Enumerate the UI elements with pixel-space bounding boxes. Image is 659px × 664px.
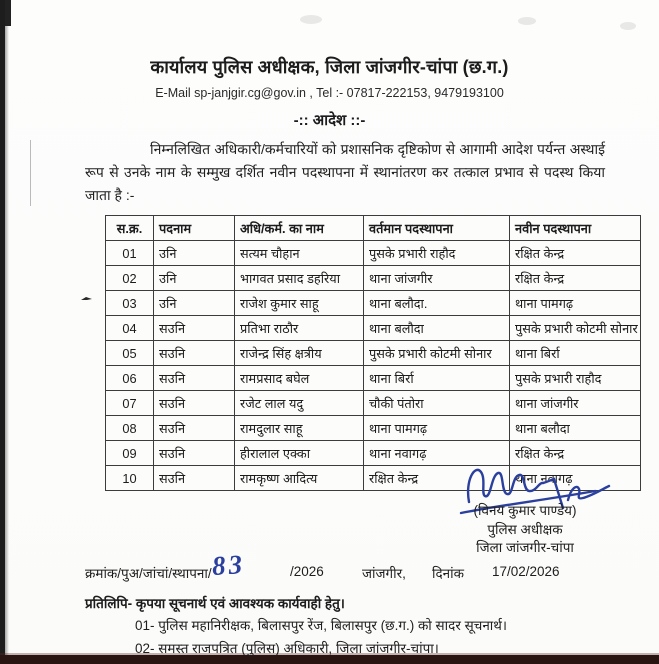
table-cell: रक्षित केन्द्र <box>510 266 641 291</box>
table-cell: सउनि <box>154 416 235 441</box>
scan-corner-mark <box>5 0 11 26</box>
table-cell: 02 <box>106 266 154 291</box>
table-row <box>106 341 641 366</box>
table-cell: रक्षित केन्द्र <box>510 441 641 466</box>
table-header-cell: स.क्र. <box>106 216 154 241</box>
table-cell: सत्यम चौहान <box>235 241 364 266</box>
table-cell: रामदुलार साहू <box>235 416 364 441</box>
table-cell: रक्षित केन्द्र <box>364 466 510 491</box>
table-cell: 07 <box>106 391 154 416</box>
table-cell: थाना पामगढ़ <box>364 416 510 441</box>
table-cell: थाना जांजगीर <box>364 266 510 291</box>
table-cell: रामकृष्ण आदित्य <box>235 466 364 491</box>
memo-prefix: क्रमांक/पुअ/जांचां/स्थापना/ <box>85 566 212 581</box>
table-cell: पुसके प्रभारी कोटमी सोनार <box>510 316 641 341</box>
table-cell: थाना जांजगीर <box>510 391 641 416</box>
copy-section-heading: प्रतिलिपि- कृपया सूचनार्थ एवं आवश्यक कार्यवाही हेतु। <box>85 596 345 611</box>
table-header-cell: वर्तमान पदस्थापना <box>364 216 510 241</box>
table-header-row <box>106 216 641 241</box>
table-cell: 05 <box>106 341 154 366</box>
table-cell: थाना बलौदा. <box>364 291 510 316</box>
signatory-designation: पुलिस अधीक्षक <box>487 522 563 537</box>
memo-place: जांजगीर, <box>362 566 406 581</box>
table-cell: थाना बिर्रा <box>364 366 510 391</box>
table-header-cell: नवीन पदस्थापना <box>510 216 641 241</box>
table-row <box>106 391 641 416</box>
table-cell: सउनि <box>154 391 235 416</box>
memo-date-value: 17/02/2026 <box>492 564 560 579</box>
memo-reference-line <box>0 548 659 588</box>
copy-item: 02- समस्त राजपत्रित (पुलिस) अधिकारी, जिला जांजगीर-चांपा। <box>135 641 439 656</box>
scan-artifact-line <box>30 140 31 206</box>
signatory-name: (विनय कुमार पाण्डेय) <box>473 503 577 518</box>
table-cell: राजेश कुमार साहू <box>235 291 364 316</box>
table-row <box>106 366 641 391</box>
table-row <box>106 416 641 441</box>
table-cell: थाना नवागढ़ <box>510 466 641 491</box>
scan-smudge <box>518 17 536 25</box>
table-cell: सउनि <box>154 341 235 366</box>
table-cell: रजेट लाल यदु <box>235 391 364 416</box>
table-cell: 08 <box>106 416 154 441</box>
table-cell: सउनि <box>154 441 235 466</box>
table-cell: सउनि <box>154 366 235 391</box>
table-cell: उनि <box>154 291 235 316</box>
table-cell: रामप्रसाद बघेल <box>235 366 364 391</box>
table-cell: पुसके प्रभारी राहौद <box>510 366 641 391</box>
copy-item: 01- पुलिस महानिरीक्षक, बिलासपुर रेंज, बिलासपुर (छ.ग.) को सादर सूचनार्थ। <box>135 618 508 633</box>
order-heading: -:: आदेश ::- <box>293 112 366 129</box>
memo-year: /2026 <box>290 564 324 579</box>
table-cell: सउनि <box>154 316 235 341</box>
copy-list <box>135 617 507 663</box>
transfer-table <box>105 215 641 491</box>
table-cell: थाना बलौदा <box>510 416 641 441</box>
table-row <box>106 241 641 266</box>
table-cell: राजेन्द्र सिंह क्षत्रीय <box>235 341 364 366</box>
table-cell: उनि <box>154 241 235 266</box>
table-cell: थाना नवागढ़ <box>364 441 510 466</box>
table-cell: हीरालाल एक्का <box>235 441 364 466</box>
table-cell: प्रतिभा राठौर <box>235 316 364 341</box>
table-cell: 04 <box>106 316 154 341</box>
memo-date-label: दिनांक <box>432 566 465 581</box>
table-cell: थाना बिर्रा <box>510 341 641 366</box>
table-cell: पुसके प्रभारी राहौद <box>364 241 510 266</box>
table-cell: चौकी पंतोरा <box>364 391 510 416</box>
table-header-cell: अधि/कर्म. का नाम <box>235 216 364 241</box>
table-row <box>106 316 641 341</box>
table-row <box>106 266 641 291</box>
table-cell: 10 <box>106 466 154 491</box>
office-title: कार्यालय पुलिस अधीक्षक, जिला जांजगीर-चांपा (छ.ग.) <box>150 57 509 77</box>
table-header-cell: पदनाम <box>154 216 235 241</box>
table-cell: पुसके प्रभारी कोटमी सोनार <box>364 341 510 366</box>
table-cell: रक्षित केन्द्र <box>510 241 641 266</box>
table-row <box>106 291 641 316</box>
contact-line: E-Mail sp-janjgir.cg@gov.in , Tel :- 07817-222153, 9479193100 <box>155 86 504 100</box>
table-cell: सउनि <box>154 466 235 491</box>
table-cell: 09 <box>106 441 154 466</box>
transfer-table-body <box>106 241 641 491</box>
memo-number-handwritten: 83 <box>210 548 246 582</box>
pen-mark <box>80 295 93 302</box>
table-cell: 03 <box>106 291 154 316</box>
scan-smudge <box>300 15 322 24</box>
table-cell: 01 <box>106 241 154 266</box>
table-cell: थाना बलौदा <box>364 316 510 341</box>
table-cell: 06 <box>106 366 154 391</box>
table-cell: थाना पामगढ़ <box>510 291 641 316</box>
table-cell: भागवत प्रसाद डहरिया <box>235 266 364 291</box>
order-body-paragraph: निम्नलिखित अधिकारी/कर्मचारियों को प्रशासनिक दृष्टिकोण से आगामी आदेश पर्यन्त अस्थाई रूप से उनके नाम के सम्मुख दर्शित नवीन पदस्थापना में स्थानांतरण कर तत्काल प्रभाव से पदस्थ किया जाता है :- <box>85 141 605 203</box>
scan-smudge <box>620 22 636 30</box>
signatory-district: जिला जांजगीर-चांपा <box>476 540 574 555</box>
table-cell: उनि <box>154 266 235 291</box>
